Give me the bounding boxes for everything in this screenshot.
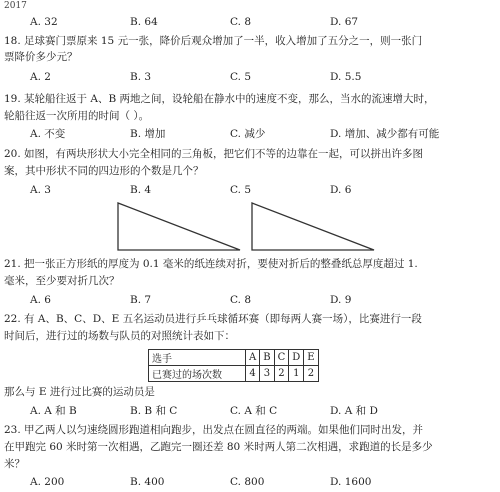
table-cell: 2: [274, 366, 289, 382]
table-cell: 4: [246, 366, 260, 382]
q18-line-2: 票降价多少元？: [4, 51, 78, 63]
table-cell: C: [274, 350, 289, 366]
q23-line-2: 在甲跑完 60 米时第一次相遇，乙跑完一圈还差 80 米时两人第二次相遇，求跑道的长是多少: [4, 441, 433, 453]
q22-option-c: C. A 和 C: [230, 405, 278, 417]
q23-option-d: D. 1600: [330, 476, 372, 488]
q21-line-1: 21. 把一张正方形纸的厚度为 0.1 毫米的纸连续对折，要使对折后的整叠纸总厚度超过 1.: [4, 258, 418, 270]
q23-option-a: A. 200: [30, 476, 65, 488]
q20-option-b: B. 4: [130, 184, 152, 196]
q21-option-a: A. 6: [30, 294, 51, 306]
q18-option-d: D. 5.5: [330, 71, 362, 83]
table-cell: 1: [289, 366, 304, 382]
q20-line-2: 案，其中形状不同的四边形的个数是几个？: [4, 165, 204, 177]
q22-option-a: A. A 和 B: [30, 405, 77, 417]
q17-option-b: B. 64: [130, 16, 158, 28]
q19-option-c: C. 减少: [230, 128, 266, 140]
table-cell: E: [304, 350, 318, 366]
table-row: [149, 350, 319, 366]
q21-option-d: D. 9: [330, 294, 352, 306]
q23-option-c: C. 800: [230, 476, 265, 488]
q17-option-c: C. 8: [230, 16, 252, 28]
q17-option-a: A. 32: [30, 16, 58, 28]
table-cell: 已赛过的场次数: [149, 366, 246, 382]
q18-option-b: B. 3: [130, 71, 152, 83]
q22-line-3: 那么与 E 进行过比赛的运动员是: [4, 386, 155, 398]
match-tally-table: [148, 349, 319, 382]
q19-option-b: B. 增加: [130, 128, 166, 140]
q19-line-1: 19. 某轮船往返于 A、B 两地之间，设轮船在静水中的速度不变，那么，当水的流速增大时，: [4, 93, 435, 105]
q20-option-c: C. 5: [230, 184, 252, 196]
q23-line-1: 23. 甲乙两人以匀速绕圆形跑道相向跑步，出发点在圆直径的两端。如果他们同时出发，并: [4, 424, 424, 436]
q19-option-d: D. 增加、减少都有可能: [330, 128, 440, 140]
q19-line-2: 轮船往返一次所用的时间（ ）。: [4, 110, 150, 122]
q22-option-d: D. A 和 D: [330, 405, 378, 417]
table-cell: D: [289, 350, 304, 366]
q18-option-c: C. 5: [230, 71, 252, 83]
q20-option-a: A. 3: [30, 184, 51, 196]
q20-option-d: D. 6: [330, 184, 352, 196]
q21-option-b: B. 7: [130, 294, 152, 306]
triangle-figure-left: [116, 200, 242, 252]
table-cell: 选手: [149, 350, 246, 366]
table-cell: B: [260, 350, 274, 366]
q21-line-2: 毫米，至少要对折几次？: [4, 275, 120, 287]
q17-option-d: D. 67: [330, 16, 359, 28]
q21-option-c: C. 8: [230, 294, 252, 306]
q18-line-1: 18. 足球赛门票原来 15 元一张，降价后观众增加了一半，收入增加了五分之一，则一张门: [4, 35, 423, 47]
table-cell: 3: [260, 366, 274, 382]
q20-line-1: 20. 如图，有两块形状大小完全相同的三角板，把它们不等的边靠在一起，可以拼出许多图: [4, 148, 424, 160]
triangle-figure-right: [250, 200, 376, 252]
q22-line-2: 时间后，进行过的场数与队员的对照统计表如下：: [4, 330, 235, 342]
table-cell: 2: [304, 366, 318, 382]
q22-line-1: 22. 有 A、B、C、D、E 五名运动员进行乒乓球循环赛（即每两人赛一场），比赛进行一段: [4, 313, 422, 325]
page-header: 2017: [4, 1, 27, 11]
table-row: [149, 366, 319, 382]
q18-option-a: A. 2: [30, 71, 51, 83]
q23-line-3: 米？: [4, 458, 25, 470]
table-cell: A: [246, 350, 260, 366]
q23-option-b: B. 400: [130, 476, 165, 488]
q22-option-b: B. B 和 C: [130, 405, 178, 417]
q19-option-a: A. 不变: [30, 128, 66, 140]
